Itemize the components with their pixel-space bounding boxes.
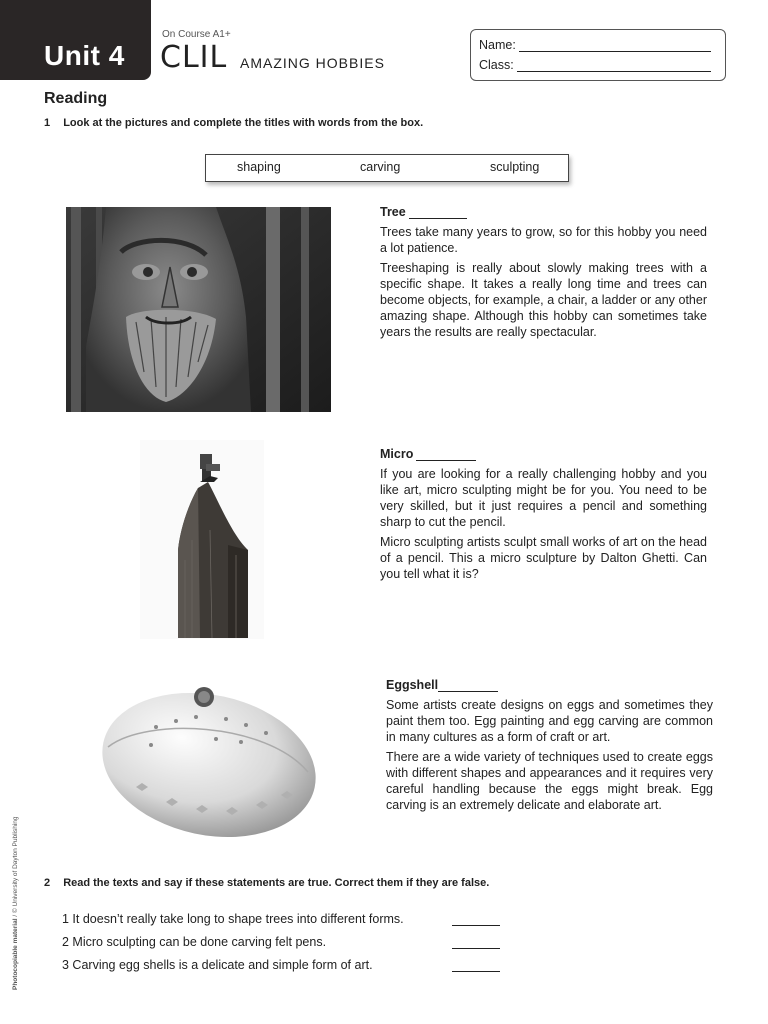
text-eggshell (386, 697, 713, 817)
text-tree (380, 224, 707, 344)
statement: 3 Carving egg shells is a delicate and simple form of art. (62, 958, 373, 972)
carved-pencil-tip-photo (140, 440, 264, 639)
word-box (205, 154, 569, 182)
answer-blank[interactable] (452, 938, 500, 949)
topic-title: AMAZING HOBBIES (240, 55, 385, 71)
word-box-item: carving (360, 160, 401, 174)
title-text: Micro (380, 447, 414, 461)
exercise-1-instruction (44, 117, 423, 129)
carved-tree-face-photo (66, 207, 331, 412)
class-label: Class: (479, 58, 514, 72)
carved-eggshell-photo (96, 677, 322, 839)
copyright-credit (12, 816, 19, 990)
exercise-1-number: 1 (44, 117, 51, 129)
answer-blank[interactable] (452, 961, 500, 972)
name-field[interactable] (519, 39, 711, 52)
unit-label: Unit 4 (44, 40, 125, 71)
paragraph: There are a wide variety of techniques used to create eggs with different shapes and appearances and it requires very careful handling because the eggs might break. Egg carving is an extremely delicate and elaborate art. (386, 750, 713, 812)
paragraph: If you are looking for a really challenging hobby and you like art, micro sculpting might be for you. You need to be very skilled, but it just requires a pencil and something sharp to cut the pencil. (380, 467, 707, 529)
class-row (479, 58, 711, 72)
title-tree (380, 205, 467, 219)
title-blank[interactable] (409, 208, 467, 219)
exercise-2-number: 2 (44, 877, 51, 889)
word-box-item: shaping (237, 160, 281, 174)
name-label: Name: (479, 38, 516, 52)
paragraph: Some artists create designs on eggs and sometimes they paint them too. Egg painting and egg carving are common in many cultures as a form of craft or art. (386, 698, 713, 744)
title-blank[interactable] (416, 450, 476, 461)
name-row (479, 38, 711, 52)
title-text: Eggshell (386, 678, 439, 692)
credit-rest: / © University of Dayton Publishing (12, 816, 19, 919)
course-label: On Course A1+ (162, 29, 231, 40)
paragraph: Trees take many years to grow, so for this hobby you need a lot patience. (380, 225, 707, 255)
title-micro (380, 447, 476, 461)
statement: 2 Micro sculpting can be done carving felt pens. (62, 935, 327, 949)
title-blank[interactable] (438, 681, 498, 692)
exercise-2-instruction (44, 877, 489, 889)
text-micro (380, 466, 707, 586)
exercise-2-text: Read the texts and say if these statements are true. Correct them if they are false. (63, 877, 490, 889)
statement: 1 It doesn’t really take long to shape trees into different forms. (62, 912, 404, 926)
answer-blank[interactable] (452, 915, 500, 926)
title-text: Tree (380, 205, 406, 219)
credit-bold: Photocopiable material (12, 918, 19, 990)
section-heading: Reading (44, 90, 108, 107)
section-title: CLIL (160, 40, 228, 75)
word-box-item: sculpting (490, 160, 540, 174)
name-class-box (470, 29, 726, 81)
title-eggshell (386, 678, 498, 692)
paragraph: Treeshaping is really about slowly making trees with a specific shape. It takes a really long time and trees can become objects, for example, a chair, a ladder or any other amazing shape. Although this hobby can sometimes take years the results are really spectacular. (380, 261, 707, 339)
paragraph: Micro sculpting artists sculpt small works of art on the head of a pencil. This a micro sculpture by Dalton Ghetti. Can you tell what it is? (380, 535, 707, 581)
class-field[interactable] (517, 59, 711, 72)
exercise-1-text: Look at the pictures and complete the titles with words from the box. (63, 117, 424, 129)
